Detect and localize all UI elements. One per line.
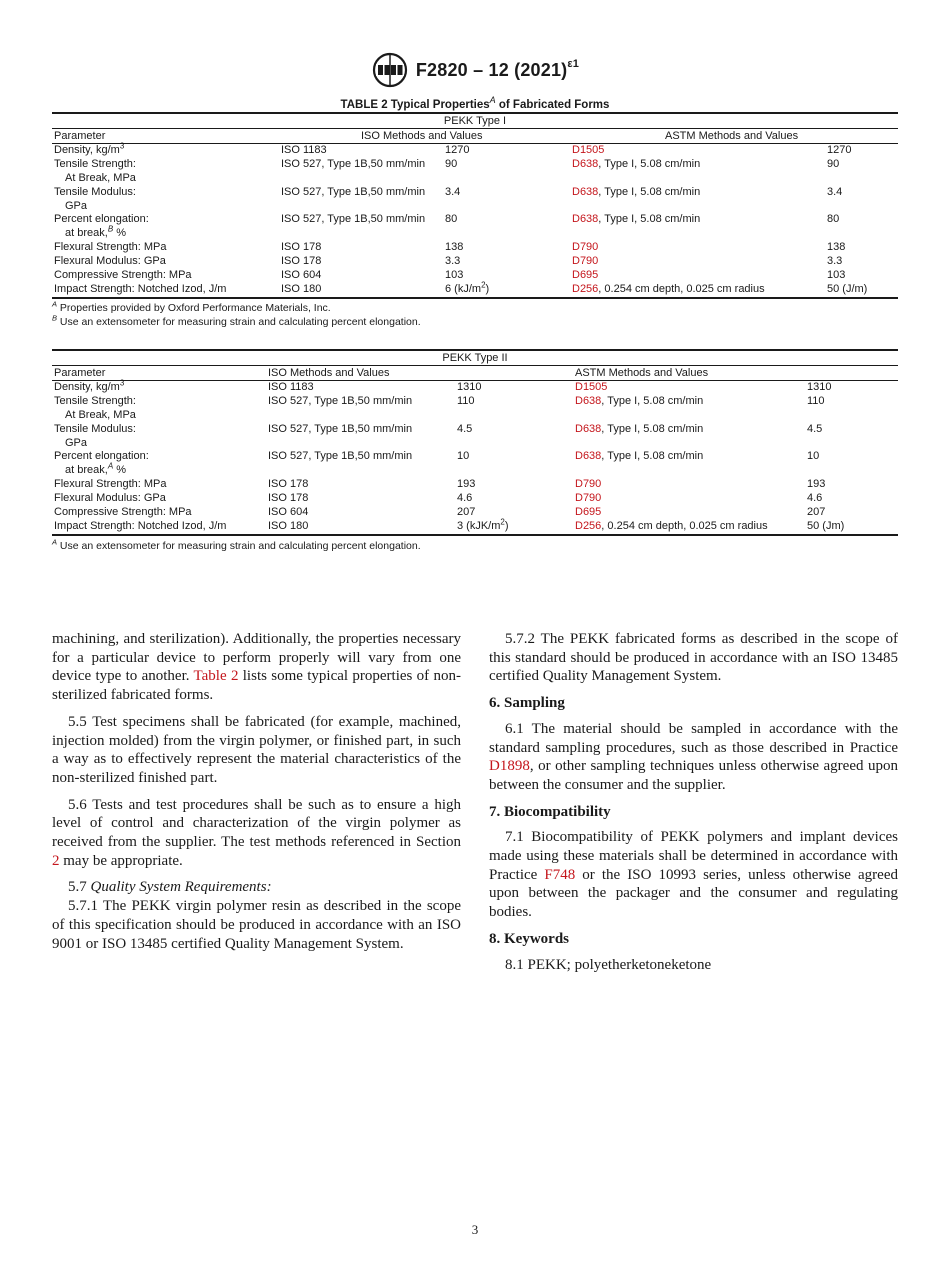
astm-value: 138: [827, 241, 846, 254]
astm-method: [572, 186, 700, 200]
param-name: Compressive Strength: MPa: [54, 506, 192, 519]
astm-value: 4.6: [807, 492, 823, 505]
iso-value: 193: [457, 478, 476, 491]
astm-value: 50 (J/m): [827, 282, 868, 295]
iso-value: 207: [457, 506, 476, 519]
table-caption: PEKK Type II: [52, 349, 898, 365]
table-row: [52, 269, 898, 283]
param-cell: [52, 423, 136, 451]
astm-method: [575, 423, 703, 437]
iso-method: ISO 178: [281, 241, 322, 254]
iso-method: ISO 178: [281, 255, 322, 268]
astm-method-text: , 0.254 cm depth, 0.025 cm radius: [598, 282, 765, 295]
param-cell: [52, 492, 166, 506]
iso-value: 4.5: [457, 422, 473, 435]
astm-method-text: , 0.254 cm depth, 0.025 cm radius: [601, 519, 768, 532]
astm-value: 4.5: [807, 422, 823, 435]
iso-value: 1270: [445, 144, 470, 156]
table-row: [52, 280, 898, 297]
param-subline: GPa: [65, 436, 88, 449]
paragraph-5-4-cont: machining, and sterilization). Additionally, the properties necessary for a particular device to perform properly will vary from one device type to another. Table 2 lists some typical properties of non-sterilized fabricated forms.: [52, 631, 461, 704]
param-cell: [52, 158, 136, 186]
iso-value-close: ): [504, 519, 509, 532]
section-heading-keywords: 8. Keywords: [489, 930, 569, 947]
iso-value: 3.4: [445, 185, 461, 198]
table-row: [52, 141, 898, 158]
param-name: Flexural Modulus: GPa: [54, 255, 166, 268]
astm-method: [572, 213, 700, 227]
astm-value: 10: [807, 450, 820, 463]
paragraph-5-6: 5.6 Tests and test procedures shall be such as to ensure a high level of control and characterization of the virgin polymer as received from the supplier. The test methods referenced in Section 2 may be appropriate.: [52, 796, 461, 869]
section-2-link[interactable]: 2: [52, 852, 60, 869]
param-superscript: 3: [119, 141, 125, 151]
footnote-text: Use an extensometer for measuring strain and calculating percent elongation.: [57, 540, 421, 552]
table-row: [52, 395, 898, 423]
astm-value: 80: [827, 213, 840, 226]
iso-value: [445, 280, 490, 297]
astm-value: 207: [807, 506, 826, 519]
param-cell: [52, 478, 167, 492]
table-2-title: TABLE 2 Typical Properties$^A$ of Fabricated Forms: [340, 95, 610, 111]
astm-standard-link[interactable]: D638: [575, 394, 602, 407]
table-header-row: [52, 128, 898, 144]
table-body: [52, 141, 898, 297]
param-name: Compressive Strength: MPa: [54, 269, 192, 282]
param-subline: [54, 224, 149, 241]
document-header: [0, 52, 950, 88]
iso-value: 3.3: [445, 255, 461, 268]
iso-value: 10: [457, 450, 470, 463]
table-header-row: [52, 365, 898, 381]
iso-method: ISO 604: [268, 506, 309, 519]
table-row: [52, 158, 898, 186]
astm-method: [572, 283, 765, 297]
astm-method-text: , Type I, 5.08 cm/min: [601, 394, 704, 407]
iso-value: 90: [445, 157, 458, 170]
param-name: Percent elongation:: [54, 213, 149, 226]
footnote-mark: B: [52, 313, 58, 323]
table-row: [52, 213, 898, 241]
param-name: Percent elongation:: [54, 450, 149, 463]
param-name: Density, kg/m: [54, 144, 120, 156]
param-name: Flexural Modulus: GPa: [54, 492, 166, 505]
footnote-mark: A: [107, 461, 114, 471]
paragraph-5-7: 5.7 Quality System Requirements:: [68, 879, 272, 896]
param-subline-text: at break,: [65, 464, 108, 477]
astm-method: [575, 492, 601, 506]
iso-value: 4.6: [457, 492, 473, 505]
footnote: [52, 315, 898, 329]
header-iso: ISO Methods and Values: [268, 367, 390, 379]
paragraph-5-5: 5.5 Test specimens shall be fabricated (for example, machined, injection molded) from the virgin polymer, or finished part, in such a way as to effectively represent the material characteristics of the non-sterilized finished part.: [52, 713, 461, 786]
paragraph-6-1: 6.1 The material should be sampled in accordance with the standard sampling procedures, such as those described in Practice D1898, or other sampling techniques unless otherwise agreed upon between the consumer and the supplier.: [489, 720, 898, 793]
astm-standard-link[interactable]: D695: [572, 269, 599, 282]
astm-method: [575, 520, 768, 534]
iso-value-text: 6 (kJ/m: [445, 282, 482, 295]
astm-standard-link[interactable]: D638: [575, 450, 602, 463]
astm-standard-link[interactable]: D695: [575, 506, 602, 519]
param-subline-text: at break,: [65, 227, 108, 240]
table-1-footnotes: [52, 301, 898, 329]
astm-standard-link[interactable]: D638: [575, 422, 602, 435]
param-name: Flexural Strength: MPa: [54, 478, 167, 491]
param-cell: [52, 241, 167, 255]
table-row: [52, 492, 898, 506]
param-name: Tensile Modulus:: [54, 185, 136, 198]
astm-value: 90: [827, 157, 840, 170]
table-row: [52, 506, 898, 520]
param-subline-unit: %: [113, 464, 126, 477]
astm-value: 3.3: [827, 255, 843, 268]
astm-standard-link[interactable]: D638: [572, 157, 599, 170]
unit-superscript: 2: [500, 517, 505, 527]
iso-method: ISO 1183: [281, 144, 327, 156]
astm-standard-link[interactable]: D790: [575, 478, 602, 491]
iso-method: ISO 604: [281, 269, 322, 282]
table-pekk-type-1: [52, 112, 898, 299]
iso-value-close: ): [485, 282, 490, 295]
section-heading-biocompatibility: 7. Biocompatibility: [489, 803, 611, 820]
astm-standard-link[interactable]: D638: [572, 185, 599, 198]
astm-method-text: , Type I, 5.08 cm/min: [598, 157, 701, 170]
astm-standard-link[interactable]: D1505: [572, 144, 605, 156]
param-subline: [54, 461, 149, 478]
astm-value: 3.4: [827, 185, 843, 198]
astm-value: 50 (Jm): [807, 519, 845, 532]
paragraph-7-1: 7.1 Biocompatibility of PEKK polymers and implant devices made using these materials shall be determined in accordance with Practice F748 or the ISO 10993 series, unless otherwise agreed upon between the packager and the consumer and regulating bodies.: [489, 829, 898, 921]
param-cell: [52, 269, 192, 283]
astm-method-text: , Type I, 5.08 cm/min: [601, 450, 704, 463]
iso-value: 110: [457, 394, 475, 407]
footnote: [52, 539, 898, 553]
table-2-link[interactable]: Table 2: [193, 668, 239, 685]
footnote-mark: A: [52, 537, 58, 547]
footnote: [52, 301, 898, 315]
d1898-link[interactable]: D1898: [489, 758, 530, 775]
astm-method: [572, 255, 598, 269]
param-cell: [52, 141, 125, 158]
table-caption: PEKK Type I: [52, 112, 898, 128]
param-subline: GPa: [65, 199, 88, 212]
table-row: [52, 378, 898, 395]
footnote-mark: A: [52, 299, 58, 309]
table-row: [52, 241, 898, 255]
header-parameter: Parameter: [54, 367, 106, 379]
table-bottom-rule: [52, 534, 898, 536]
param-subline: At Break, MPa: [65, 408, 136, 421]
astm-method-text: , Type I, 5.08 cm/min: [601, 422, 704, 435]
header-astm: ASTM Methods and Values: [575, 367, 709, 379]
astm-method: [572, 241, 598, 255]
footnote-text: Use an extensometer for measuring strain and calculating percent elongation.: [57, 316, 421, 328]
astm-method: [575, 478, 601, 492]
table-2-footnotes: [52, 539, 898, 553]
astm-standard-link[interactable]: D790: [572, 241, 599, 254]
astm-method: [572, 144, 604, 158]
table-row: [52, 423, 898, 451]
edition-superscript: ε1: [567, 57, 580, 70]
astm-value: 193: [807, 478, 826, 491]
astm-standard-link[interactable]: D256: [575, 519, 602, 532]
astm-method-text: , Type I, 5.08 cm/min: [598, 185, 701, 198]
astm-standard-link[interactable]: D256: [572, 282, 599, 295]
iso-method: ISO 178: [268, 492, 309, 505]
table-row: [52, 450, 898, 478]
iso-method: ISO 527, Type 1B,50 mm/min: [281, 157, 426, 170]
param-name: Impact Strength: Notched Izod, J/m: [54, 282, 227, 295]
param-superscript: 3: [119, 378, 125, 388]
paragraph-5-7-1: 5.7.1 The PEKK virgin polymer resin as described in the scope of this specification should be produced in accordance with an ISO 9001 or ISO 13485 certified Quality Management System.: [52, 898, 461, 952]
param-name: Tensile Strength:: [54, 394, 136, 407]
param-subline-unit: %: [113, 227, 126, 240]
astm-value: 110: [807, 394, 825, 407]
header-parameter: Parameter: [54, 130, 106, 142]
astm-value: 103: [827, 269, 846, 282]
header-astm: ASTM Methods and Values: [665, 130, 799, 142]
iso-value: 80: [445, 213, 458, 226]
iso-method: ISO 180: [268, 519, 309, 532]
left-column: [52, 630, 461, 961]
iso-method: ISO 527, Type 1B,50 mm/min: [268, 422, 413, 435]
param-cell: [52, 213, 149, 241]
table-pekk-type-2: [52, 349, 898, 536]
astm-method: [575, 395, 703, 409]
astm-method: [572, 158, 700, 172]
footnote-text: Properties provided by Oxford Performance Materials, Inc.: [57, 302, 331, 314]
astm-standard-link[interactable]: D790: [572, 255, 599, 268]
table-row: [52, 255, 898, 269]
param-cell: [52, 506, 192, 520]
astm-method-text: , Type I, 5.08 cm/min: [598, 213, 701, 226]
astm-value: 1270: [827, 144, 852, 156]
param-name: Tensile Modulus:: [54, 422, 136, 435]
iso-method: ISO 527, Type 1B,50 mm/min: [281, 185, 426, 198]
param-name: Density, kg/m: [54, 381, 120, 393]
f748-link[interactable]: F748: [544, 866, 576, 883]
page-number: 3: [471, 1222, 479, 1237]
iso-method: ISO 527, Type 1B,50 mm/min: [268, 450, 413, 463]
param-cell: [52, 283, 226, 297]
paragraph-5-7-2: 5.7.2 The PEKK fabricated forms as described in the scope of this standard should be produced in accordance with an ISO 13485 certified Quality Management System.: [489, 631, 898, 685]
astm-value: 1310: [807, 381, 832, 393]
table-row: [52, 517, 898, 534]
unit-superscript: 2: [481, 280, 486, 290]
table-row: [52, 186, 898, 214]
param-name: Impact Strength: Notched Izod, J/m: [54, 519, 227, 532]
param-name: Tensile Strength:: [54, 157, 136, 170]
iso-value: 1310: [457, 381, 482, 393]
astm-standard-link[interactable]: D790: [575, 492, 602, 505]
iso-method: ISO 178: [268, 478, 309, 491]
astm-method: [575, 450, 703, 464]
astm-standard-link[interactable]: D1505: [575, 381, 608, 393]
param-cell: [52, 255, 166, 269]
iso-value: [457, 517, 509, 534]
param-subline: At Break, MPa: [65, 171, 136, 184]
param-name: Flexural Strength: MPa: [54, 241, 167, 254]
param-cell: [52, 450, 149, 478]
table-bottom-rule: [52, 297, 898, 299]
astm-method: [575, 381, 607, 395]
iso-method: ISO 1183: [268, 381, 314, 393]
section-heading-sampling: 6. Sampling: [489, 695, 565, 712]
header-iso: ISO Methods and Values: [361, 130, 483, 142]
param-cell: [52, 378, 125, 395]
iso-method: ISO 527, Type 1B,50 mm/min: [281, 213, 426, 226]
document-designation: F2820 – 12 $(2021)^{\varepsilon 1}$: [415, 57, 580, 80]
right-column: [489, 630, 898, 982]
iso-value: 138: [445, 241, 464, 254]
iso-value: 103: [445, 269, 464, 282]
table-body: [52, 378, 898, 534]
table-row: [52, 478, 898, 492]
param-cell: [52, 186, 136, 214]
param-cell: [52, 520, 226, 534]
iso-method: ISO 180: [281, 282, 322, 295]
paragraph-8-1: 8.1 PEKK; polyetherketoneketone: [505, 956, 712, 973]
astm-logo-icon: [371, 52, 409, 88]
astm-standard-link[interactable]: D638: [572, 213, 599, 226]
footnote-mark: B: [107, 224, 114, 234]
param-cell: [52, 395, 136, 423]
iso-method: ISO 527, Type 1B,50 mm/min: [268, 394, 413, 407]
astm-method: [572, 269, 598, 283]
iso-value-text: 3 (kJK/m: [457, 519, 501, 532]
astm-method: [575, 506, 601, 520]
